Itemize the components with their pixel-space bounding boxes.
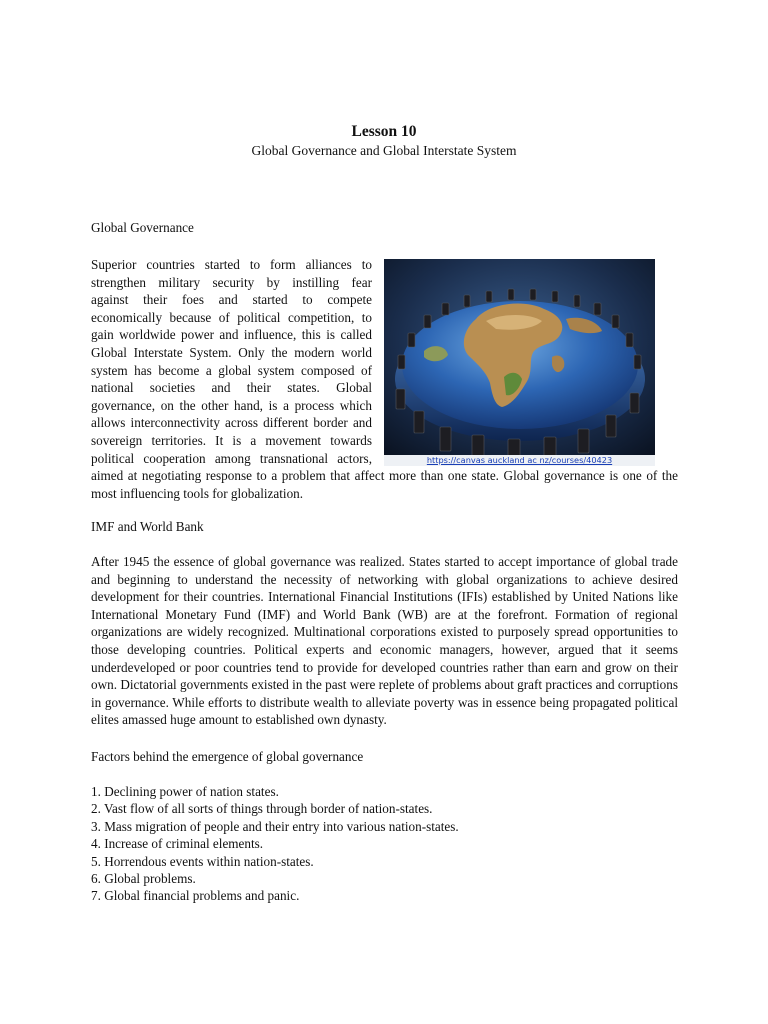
factors-list bbox=[91, 783, 459, 905]
section-heading-imf-world-bank: IMF and World Bank bbox=[91, 519, 204, 534]
list-item: 5. Horrendous events within nation-states. bbox=[91, 853, 314, 869]
text-line: Superior countries started to form alliances to bbox=[91, 257, 372, 272]
section-heading-factors: Factors behind the emergence of global governance bbox=[91, 749, 364, 764]
text-line: economically because of political competition, to bbox=[91, 309, 372, 325]
text-line: strengthen military security by instilling fear bbox=[91, 274, 372, 290]
globe-table-illustration bbox=[384, 259, 655, 463]
paragraph-full-width-text: aimed at negotiating response to a problem that affect more than one state. Global governance is one of the most influencing tools for globalization. bbox=[91, 468, 678, 501]
text-line: system has become a global system composed of bbox=[91, 362, 372, 378]
section-heading-global-governance: Global Governance bbox=[91, 220, 194, 235]
paragraph-wrapped-lines bbox=[91, 256, 372, 467]
list-item: 7. Global financial problems and panic. bbox=[91, 888, 300, 904]
list-item: 2. Vast flow of all sorts of things through border of nation-states. bbox=[91, 801, 433, 817]
list-item: 3. Mass migration of people and their entry into various nation-states. bbox=[91, 818, 459, 834]
globe-table-image bbox=[384, 259, 655, 463]
text-line: Global Interstate System. Only the modern world bbox=[91, 344, 372, 360]
lesson-title: Lesson 10 bbox=[351, 123, 417, 140]
text-line: against their foes and started to compete bbox=[91, 292, 372, 308]
text-line: allows interconnectivity across different border and bbox=[91, 415, 372, 431]
text-line: political cooperation among transnational actors, bbox=[91, 450, 372, 466]
lesson-subtitle: Global Governance and Global Interstate System bbox=[251, 143, 517, 158]
list-item: 6. Global problems. bbox=[91, 871, 196, 887]
list-item: 4. Increase of criminal elements. bbox=[91, 836, 264, 852]
text-line: sovereign territories. It is a movement towards bbox=[91, 432, 372, 448]
list-item: 1. Declining power of nation states. bbox=[91, 784, 279, 799]
text-line: national societies and their states. Global bbox=[91, 380, 372, 396]
title-block bbox=[0, 122, 768, 160]
text-line: gain worldwide power and influence, this is called bbox=[91, 327, 372, 343]
image-source-link[interactable]: https://canvas auckland ac nz/courses/40423 bbox=[384, 455, 655, 466]
text-line: governance, on the other hand, is a process which bbox=[91, 397, 372, 413]
paragraph-imf-world-bank: After 1945 the essence of global governance was realized. States started to accept importance of global trade and beginning to understand the necessity of networking with global organizations to achieve desired development for their countries. International Financial Institutions (IFIs) established by United Nations like International Monetary Fund (IMF) and World Bank (WB) are at the forefront. Formation of regional organizations are widely recognized. Multinational corporations existed to purposely spread opportunities to those developing countries. Political experts and economic managers, however, argued that it seems underdeveloped or poor countries tend to provide for developed countries rather than earn and grow on their own. Dictatorial governments existed in the past were replete of problems about graft practices and corruptions in governance. While efforts to distribute wealth to alleviate poverty was in essence being propagated political elites amassed huge amount to established own dynasty. bbox=[91, 554, 678, 728]
